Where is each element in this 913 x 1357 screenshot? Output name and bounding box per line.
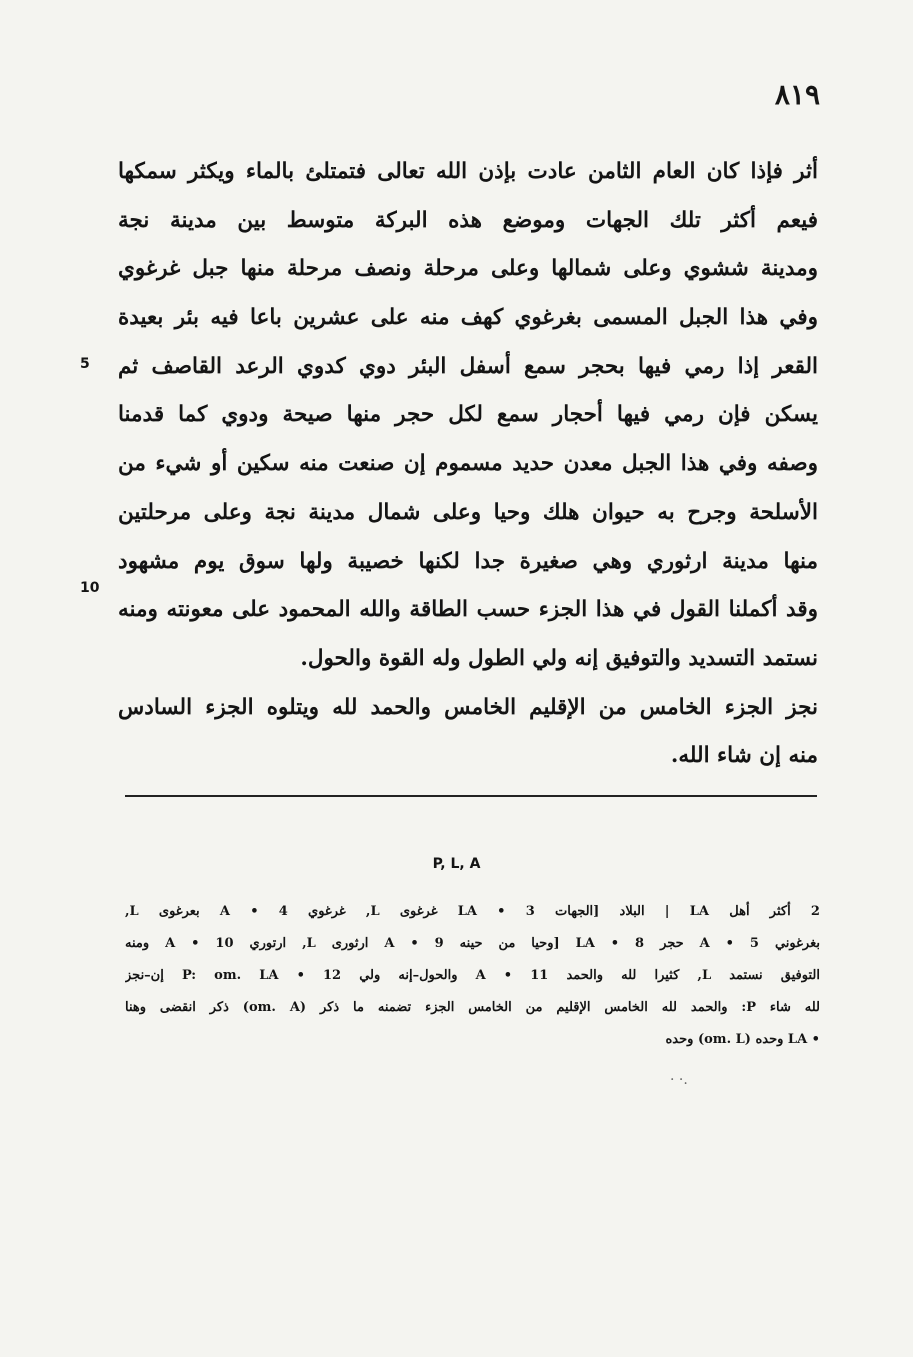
- critical-apparatus: [125, 896, 820, 1056]
- text-line: وفي هذا الجبل المسمى بغرغوي كهف منه على عشرين باعا فيه بئر بعيدة: [118, 305, 818, 331]
- text-line: يسكن فإن رمي فيها أحجار سمع لكل حجر منها صيحة ودوي كما قدمنا: [118, 402, 818, 428]
- apparatus-line: 2 أكثر أهل LA | البلاد [الجهات LA • 3 غرغوى L, غرغوي A • 4 بعرغوى L,: [125, 904, 820, 919]
- text-line: وصفه وفي هذا الجبل معدن حديد مسموم إن صنعت منه سكين أو شيء من: [118, 451, 818, 477]
- text-line: منه إن شاء الله.: [670, 743, 818, 769]
- text-line: نجز الجزء الخامس من الإقليم الخامس والحمد لله ويتلوه الجزء السادس: [118, 694, 818, 720]
- apparatus-line: لله شاء P: والحمد لله الخامس الإقليم من الخامس الجزء تضمنه ما ذكر (om. A) ذكر انقضى وهنا: [125, 1000, 820, 1015]
- footnote-divider: [125, 795, 817, 797]
- text-line: القعر إذا رمي فيها بحجر سمع أسفل البئر دوي كدوي الرعد القاصف ثم: [118, 353, 818, 379]
- apparatus-line: التوفيق نستمد L, كثيرا لله والحمد A • 11 والحول–إنه ولي P: om. LA • 12 إن–نجز: [125, 968, 820, 983]
- scan-specks: · ·.: [670, 1072, 688, 1088]
- manuscript-sigla: P, L, A: [432, 856, 481, 872]
- line-number-10: 10: [80, 580, 100, 596]
- apparatus-line: • LA وحده (om. L) وحده: [665, 1032, 820, 1047]
- text-line: منها مدينة ارثوري وهي صغيرة جدا لكنها خصيبة ولها سوق يوم مشهود: [118, 548, 818, 574]
- apparatus-line: بغرغوني A • 5 حجر LA • 8 [وحيا من حينه A • 9 ارثورى L, ارتوري A • 10 ومنه: [125, 936, 820, 951]
- text-line: الأسلحة وجرح به حيوان هلك وحيا وعلى شمال مدينة نجة وعلى مرحلتين: [118, 499, 818, 525]
- text-line: فيعم أكثر تلك الجهات وموضع هذه البركة متوسط بين مدينة نجة: [118, 207, 818, 233]
- text-line: وقد أكملنا القول في هذا الجزء حسب الطاقة والله المحمود على معونته ومنه: [118, 597, 818, 623]
- page-number: ٨١٩: [774, 78, 820, 111]
- text-line: نستمد التسديد والتوفيق إنه ولي الطول وله القوة والحول.: [300, 645, 818, 671]
- text-line: أثر فإذا كان العام الثامن عادت بإذن الله تعالى فتمتلئ بالماء ويكثر سمكها: [118, 159, 818, 184]
- line-number-5: 5: [80, 356, 90, 372]
- text-line: ومدينة ششوي وعلى شمالها وعلى مرحلة ونصف مرحلة منها جبل غرغوي: [118, 256, 818, 282]
- main-text: [118, 148, 818, 781]
